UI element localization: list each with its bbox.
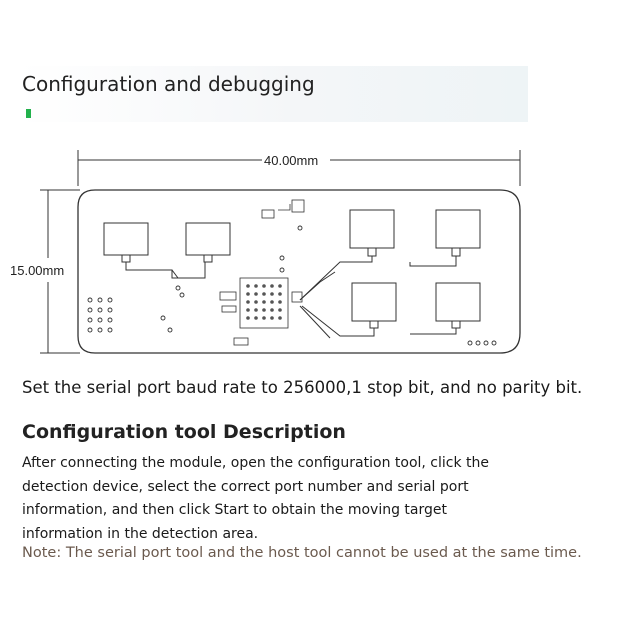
baud-rate-instruction: Set the serial port baud rate to 256000,1 stop bit, and no parity bit.	[22, 378, 583, 397]
tool-description-line: information, and then click Start to obtain the moving target	[22, 502, 447, 518]
section-title: Configuration and debugging	[22, 72, 315, 96]
pcb-outline	[78, 190, 520, 353]
width-label: 40.00mm	[264, 153, 319, 168]
pcb-dimension-diagram	[0, 140, 640, 360]
tool-description-line: information in the detection area.	[22, 525, 259, 542]
height-label: 15.00mm	[10, 263, 65, 278]
tool-description-title: Configuration tool Description	[22, 421, 346, 443]
tool-description-body	[22, 452, 522, 546]
title-accent-bar	[26, 109, 31, 118]
tool-description-line: detection device, select the correct port number and serial port	[22, 478, 469, 495]
usage-note: Note: The serial port tool and the host tool cannot be used at the same time.	[22, 545, 582, 561]
tool-description-line: After connecting the module, open the configuration tool, click the	[22, 455, 490, 471]
